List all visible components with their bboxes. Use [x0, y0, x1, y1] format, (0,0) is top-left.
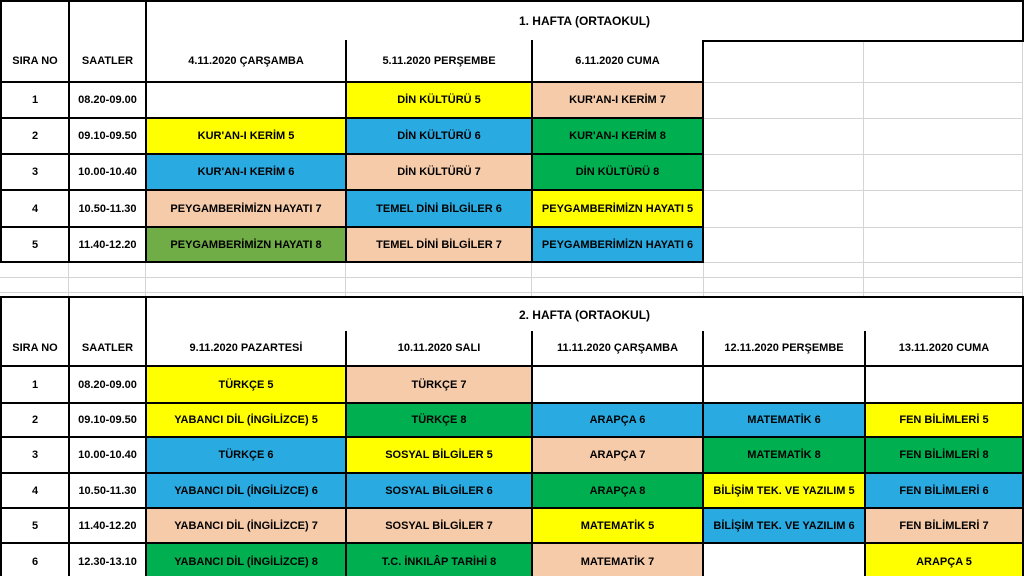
week1-title-row: [0, 0, 1024, 42]
column-header: 4.11.2020 ÇARŞAMBA: [146, 40, 346, 82]
time-cell: 10.00-10.40: [69, 154, 146, 190]
lesson-cell: MATEMATİK 6: [703, 403, 865, 437]
gridline: [1022, 40, 1023, 296]
lesson-cell: TÜRKÇE 6: [146, 437, 346, 473]
lesson-cell: PEYGAMBERİMİZN HAYATI 5: [532, 190, 703, 227]
lesson-cell: YABANCI DİL (İNGİLİZCE) 7: [146, 508, 346, 543]
corner-cell: [69, 297, 146, 332]
lesson-cell: YABANCI DİL (İNGİLİZCE) 6: [146, 473, 346, 508]
lesson-cell: KUR'AN-I KERİM 6: [146, 154, 346, 190]
time-cell: 11.40-12.20: [69, 508, 146, 543]
timetable-row: [1, 227, 703, 262]
lesson-cell: FEN BİLİMLERİ 8: [865, 437, 1023, 473]
period-number-cell: 6: [1, 543, 69, 576]
timetable-row: [1, 82, 703, 118]
lesson-cell: BİLİŞİM TEK. VE YAZILIM 5: [703, 473, 865, 508]
corner-cell: [69, 1, 146, 41]
empty-cell: [703, 366, 865, 403]
lesson-cell: SOSYAL BİLGİLER 5: [346, 437, 532, 473]
lesson-cell: SOSYAL BİLGİLER 7: [346, 508, 532, 543]
week2-timetable: [0, 331, 1024, 576]
lesson-cell: YABANCI DİL (İNGİLİZCE) 5: [146, 403, 346, 437]
lesson-cell: T.C. İNKILÂP TARİHİ 8: [346, 543, 532, 576]
period-number-cell: 4: [1, 190, 69, 227]
timetable-row: [1, 118, 703, 154]
lesson-cell: ARAPÇA 5: [865, 543, 1023, 576]
lesson-cell: DİN KÜLTÜRÜ 7: [346, 154, 532, 190]
column-header: 9.11.2020 PAZARTESİ: [146, 331, 346, 366]
column-header: 5.11.2020 PERŞEMBE: [346, 40, 532, 82]
lesson-cell: DİN KÜLTÜRÜ 5: [346, 82, 532, 118]
timetable-row: [1, 508, 1023, 543]
week2-title-row: [0, 296, 1024, 333]
lesson-cell: YABANCI DİL (İNGİLİZCE) 8: [146, 543, 346, 576]
period-number-cell: 5: [1, 227, 69, 262]
period-number-cell: 3: [1, 437, 69, 473]
empty-cell: [532, 366, 703, 403]
time-cell: 11.40-12.20: [69, 227, 146, 262]
time-cell: 08.20-09.00: [69, 366, 146, 403]
week1-timetable: [0, 40, 704, 263]
time-cell: 12.30-13.10: [69, 543, 146, 576]
lesson-cell: TÜRKÇE 8: [346, 403, 532, 437]
lesson-cell: MATEMATİK 7: [532, 543, 703, 576]
column-header: SIRA NO: [1, 40, 69, 82]
timetable-row: [1, 403, 1023, 437]
period-number-cell: 1: [1, 82, 69, 118]
lesson-cell: TEMEL DİNİ BİLGİLER 7: [346, 227, 532, 262]
time-cell: 09.10-09.50: [69, 118, 146, 154]
column-header: 6.11.2020 CUMA: [532, 40, 703, 82]
timetable-row: [1, 473, 1023, 508]
empty-cell: [146, 82, 346, 118]
header-row: [1, 331, 1023, 366]
period-number-cell: 5: [1, 508, 69, 543]
period-number-cell: 2: [1, 118, 69, 154]
column-header: 10.11.2020 SALI: [346, 331, 532, 366]
gridline: [0, 277, 1023, 278]
lesson-cell: PEYGAMBERİMİZN HAYATI 7: [146, 190, 346, 227]
column-header: 11.11.2020 ÇARŞAMBA: [532, 331, 703, 366]
gridline: [345, 262, 346, 296]
empty-cell: [703, 543, 865, 576]
column-header: SIRA NO: [1, 331, 69, 366]
lesson-cell: TÜRKÇE 7: [346, 366, 532, 403]
time-cell: 08.20-09.00: [69, 82, 146, 118]
timetable-row: [1, 437, 1023, 473]
gridline: [0, 292, 1023, 293]
period-number-cell: 3: [1, 154, 69, 190]
lesson-cell: SOSYAL BİLGİLER 6: [346, 473, 532, 508]
lesson-cell: ARAPÇA 6: [532, 403, 703, 437]
column-header: SAATLER: [69, 40, 146, 82]
lesson-cell: FEN BİLİMLERİ 7: [865, 508, 1023, 543]
column-header: 12.11.2020 PERŞEMBE: [703, 331, 865, 366]
lesson-cell: PEYGAMBERİMİZN HAYATI 6: [532, 227, 703, 262]
period-number-cell: 2: [1, 403, 69, 437]
gridline: [863, 40, 864, 296]
gridline: [145, 262, 146, 296]
gridline: [68, 262, 69, 296]
week1-title: 1. HAFTA (ORTAOKUL): [146, 1, 1023, 41]
time-cell: 10.50-11.30: [69, 190, 146, 227]
empty-cell: [865, 366, 1023, 403]
gridline: [531, 262, 532, 296]
corner-cell: [1, 1, 69, 41]
lesson-cell: TEMEL DİNİ BİLGİLER 6: [346, 190, 532, 227]
lesson-cell: TÜRKÇE 5: [146, 366, 346, 403]
lesson-cell: MATEMATİK 8: [703, 437, 865, 473]
period-number-cell: 4: [1, 473, 69, 508]
column-header: SAATLER: [69, 331, 146, 366]
time-cell: 09.10-09.50: [69, 403, 146, 437]
header-row: [1, 40, 703, 82]
gridline: [703, 262, 704, 296]
lesson-cell: DİN KÜLTÜRÜ 6: [346, 118, 532, 154]
lesson-cell: BİLİŞİM TEK. VE YAZILIM 6: [703, 508, 865, 543]
time-cell: 10.50-11.30: [69, 473, 146, 508]
period-number-cell: 1: [1, 366, 69, 403]
lesson-cell: ARAPÇA 8: [532, 473, 703, 508]
time-cell: 10.00-10.40: [69, 437, 146, 473]
lesson-cell: KUR'AN-I KERİM 5: [146, 118, 346, 154]
corner-cell: [1, 297, 69, 332]
lesson-cell: MATEMATİK 5: [532, 508, 703, 543]
lesson-cell: KUR'AN-I KERİM 7: [532, 82, 703, 118]
lesson-cell: PEYGAMBERİMİZN HAYATI 8: [146, 227, 346, 262]
timetable-row: [1, 366, 1023, 403]
column-header: 13.11.2020 CUMA: [865, 331, 1023, 366]
lesson-cell: FEN BİLİMLERİ 6: [865, 473, 1023, 508]
timetable-row: [1, 543, 1023, 576]
timetable-row: [1, 190, 703, 227]
lesson-cell: DİN KÜLTÜRÜ 8: [532, 154, 703, 190]
lesson-cell: ARAPÇA 7: [532, 437, 703, 473]
lesson-cell: KUR'AN-I KERİM 8: [532, 118, 703, 154]
timetable-row: [1, 154, 703, 190]
week2-title: 2. HAFTA (ORTAOKUL): [146, 297, 1023, 332]
lesson-cell: FEN BİLİMLERİ 5: [865, 403, 1023, 437]
